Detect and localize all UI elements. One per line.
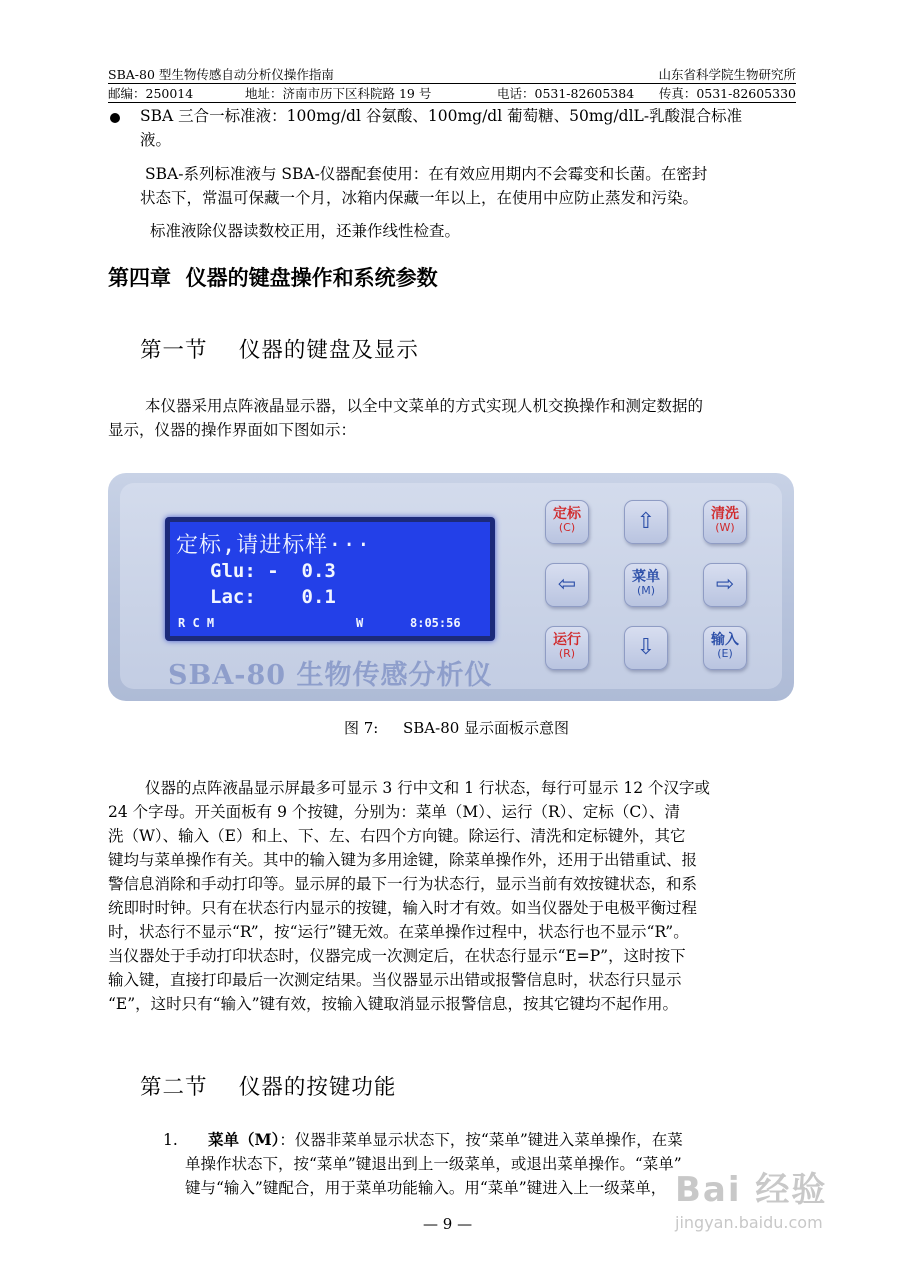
wash-key-label: 清洗 (711, 506, 739, 522)
lcd-screen (170, 522, 490, 636)
menu-key-item-text: ：仪器非菜单显示状态下，按“菜单”键进入菜单操作，在菜 (279, 1131, 683, 1149)
header-fax: 传真：0531-82605330 (658, 86, 796, 101)
header-organization: 山东省科学院生物研究所 (658, 67, 796, 82)
run-key-label: 运行 (553, 632, 581, 648)
standard-paragraph-line1: SBA-系列标准液与 SBA-仪器配套使用：在有效应用期内不会霉变和长菌。在密封 (145, 165, 708, 183)
description-line: 洗（W）、输入（E）和上、下、左、右四个方向键。除运行、清洗和定标键外，其它 (108, 827, 686, 845)
menu-key[interactable] (624, 563, 668, 607)
up-arrow-key[interactable] (624, 500, 668, 544)
device-brand-label: SBA-80 生物传感分析仪 (168, 660, 493, 691)
up-arrow-icon: ⇧ (636, 509, 656, 534)
description-line: 统即时时钟。只有在状态行内显示的按键，输入时才有效。如当仪器处于电极平衡过程 (108, 899, 698, 917)
wash-key[interactable] (703, 500, 747, 544)
header-doc-title: SBA-80 型生物传感自动分析仪操作指南 (108, 67, 334, 82)
header-phone: 电话：0531-82605384 (497, 86, 635, 101)
calibrate-key-sub: (C) (558, 521, 576, 534)
baidu-watermark (675, 1162, 827, 1232)
lcd-line2: Glu: - 0.3 (210, 560, 336, 582)
description-line: “E”，这时只有“输入”键有效，按输入键取消显示报警信息，按其它键均不起作用。 (108, 995, 679, 1013)
run-key[interactable] (545, 626, 589, 670)
standard-paragraph-line2: 状态下，常温可保藏一个月，冰箱内保藏一年以上，在使用中应防止蒸发和污染。 (140, 189, 699, 207)
lcd-status-clock: 8:05:56 (410, 616, 461, 630)
section2-title: 第二节 仪器的按键功能 (140, 1075, 397, 1100)
section1-title: 第一节 仪器的键盘及显示 (140, 338, 419, 363)
header-rule-bottom (108, 102, 796, 103)
menu-key-label: 菜单 (632, 569, 660, 585)
bullet-text-line2: 液。 (140, 131, 172, 149)
section1-paragraph-line1: 本仪器采用点阵液晶显示器，以全中文菜单的方式实现人机交换操作和测定数据的 (145, 397, 704, 415)
lcd-line1: 定标,请进标样··· (176, 533, 371, 558)
down-arrow-icon: ⇩ (636, 635, 656, 660)
figure-caption-number: 图 7: (344, 719, 379, 737)
device-panel-photo (108, 473, 794, 701)
section1-paragraph-line2: 显示，仪器的操作界面如下图如示： (108, 421, 357, 439)
header-address: 地址：济南市历下区科院路 19 号 (245, 86, 432, 101)
menu-key-item-heading: 菜单（M） (208, 1130, 280, 1149)
figure-caption-text: SBA-80 显示面板示意图 (403, 719, 570, 737)
description-line: 警信息消除和手动打印等。显示屏的最下一行为状态行，显示当前有效按键状态，和系 (108, 875, 698, 893)
bullet-icon (110, 113, 120, 123)
baidu-watermark-url: jingyan.baidu.com (675, 1213, 823, 1232)
baidu-watermark-logo: Bai 经验 (675, 1170, 828, 1210)
description-line: 键均与菜单操作有关。其中的输入键为多用途键，除菜单操作外，还用于出错重试、报 (108, 851, 698, 869)
lcd-status-keys: R C M (178, 616, 215, 630)
description-line: 当仪器处于手动打印状态时，仪器完成一次测定后，在状态行显示“E=P”，这时按下 (108, 947, 686, 965)
device-panel-face (120, 483, 782, 689)
header-postcode: 邮编：250014 (108, 86, 194, 101)
menu-key-item-line3: 键与“输入”键配合，用于菜单功能输入。用“菜单”键进入上一级菜单， (185, 1179, 667, 1197)
lcd-bezel (165, 517, 495, 641)
lcd-status-w: W (356, 616, 364, 630)
enter-key[interactable] (703, 626, 747, 670)
enter-key-label: 输入 (711, 632, 739, 648)
run-key-sub: (R) (558, 647, 576, 660)
page-number: — 9 — (423, 1215, 473, 1233)
calibrate-key[interactable] (545, 500, 589, 544)
description-line: 24 个字母。开关面板有 9 个按键，分别为：菜单（M）、运行（R）、定标（C）、清 (108, 803, 681, 821)
left-arrow-icon: ⇦ (557, 572, 577, 597)
down-arrow-key[interactable] (624, 626, 668, 670)
lcd-line3: Lac: 0.1 (210, 586, 336, 608)
enter-key-sub: (E) (717, 647, 733, 660)
linearity-paragraph: 标准液除仪器读数校正用，还兼作线性检查。 (150, 222, 461, 240)
bullet-text-line1: SBA 三合一标准液：100mg/dl 谷氨酸、100mg/dl 葡萄糖、50mg/dlL-乳酸混合标准 (140, 107, 743, 125)
description-line: 输入键，直接打印最后一次测定结果。当仪器显示出错或报警信息时，状态行只显示 (108, 971, 682, 989)
menu-key-item-line2: 单操作状态下，按“菜单”键退出到上一级菜单，或退出菜单操作。“菜单” (185, 1155, 682, 1173)
wash-key-sub: (W) (715, 521, 735, 534)
header-rule-top (108, 83, 796, 84)
description-line: 时，状态行不显示“R”，按“运行”键无效。在菜单操作过程中，状态行也不显示“R”。 (108, 923, 689, 941)
chapter-title: 第四章 仪器的键盘操作和系统参数 (108, 266, 438, 290)
right-arrow-icon: ⇨ (715, 572, 735, 597)
calibrate-key-label: 定标 (553, 506, 581, 522)
menu-key-item-line1 (208, 1128, 683, 1152)
left-arrow-key[interactable] (545, 563, 589, 607)
menu-key-sub: (M) (636, 584, 656, 597)
description-line: 仪器的点阵液晶显示屏最多可显示 3 行中文和 1 行状态，每行可显示 12 个汉字或 (145, 779, 711, 797)
item-number: 1. (163, 1131, 178, 1149)
right-arrow-key[interactable] (703, 563, 747, 607)
